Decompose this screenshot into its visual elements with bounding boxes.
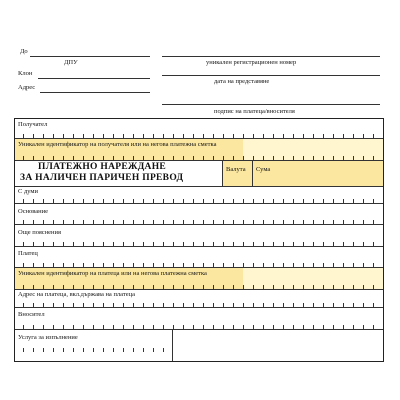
recipient-label: Получател xyxy=(18,121,48,128)
currency-label: Валута xyxy=(226,166,246,173)
date-field[interactable] xyxy=(162,75,380,76)
address-label: Адрес xyxy=(18,84,36,91)
to-label: До xyxy=(20,48,28,55)
signature-label: подпис на платеца/вносителя xyxy=(214,108,295,115)
to-field[interactable] xyxy=(30,56,150,57)
recipient-id-label: Уникален идентификатор на получателя или на негова платежна сметка xyxy=(18,141,217,148)
execution-label: Услуга за изпълнение xyxy=(18,334,78,341)
branch-field[interactable] xyxy=(38,78,150,79)
signature-field[interactable] xyxy=(162,104,380,105)
reg-number-field[interactable] xyxy=(162,56,380,57)
execution-field[interactable] xyxy=(23,348,171,352)
address-field[interactable] xyxy=(40,92,150,93)
reg-number-label: уникален регистрационен номер xyxy=(206,59,297,66)
form-title-line1: ПЛАТЕЖНО НАРЕЖДАНЕ xyxy=(38,162,167,172)
payer-id-label: Уникален идентификатор на платеца или на негова платежна сметка xyxy=(18,270,207,277)
payer-address-label: Адрес на платеца, вкл.държава на платеца xyxy=(18,291,135,298)
branch-label: Клон xyxy=(18,70,33,77)
more-details-label: Още пояснения xyxy=(18,229,61,236)
depositor-label: Вносител xyxy=(18,311,45,318)
payer-label: Платец xyxy=(18,250,38,257)
amount-label: Сума xyxy=(256,166,271,173)
basis-label: Основание xyxy=(18,208,49,215)
form-title-line2: ЗА НАЛИЧЕН ПАРИЧЕН ПРЕВОД xyxy=(20,173,184,183)
execution-signature-area[interactable] xyxy=(174,332,382,360)
date-label: дата на представяне xyxy=(214,78,270,85)
words-label: С думи xyxy=(18,188,39,195)
dpu-label: ДПУ xyxy=(64,59,78,66)
